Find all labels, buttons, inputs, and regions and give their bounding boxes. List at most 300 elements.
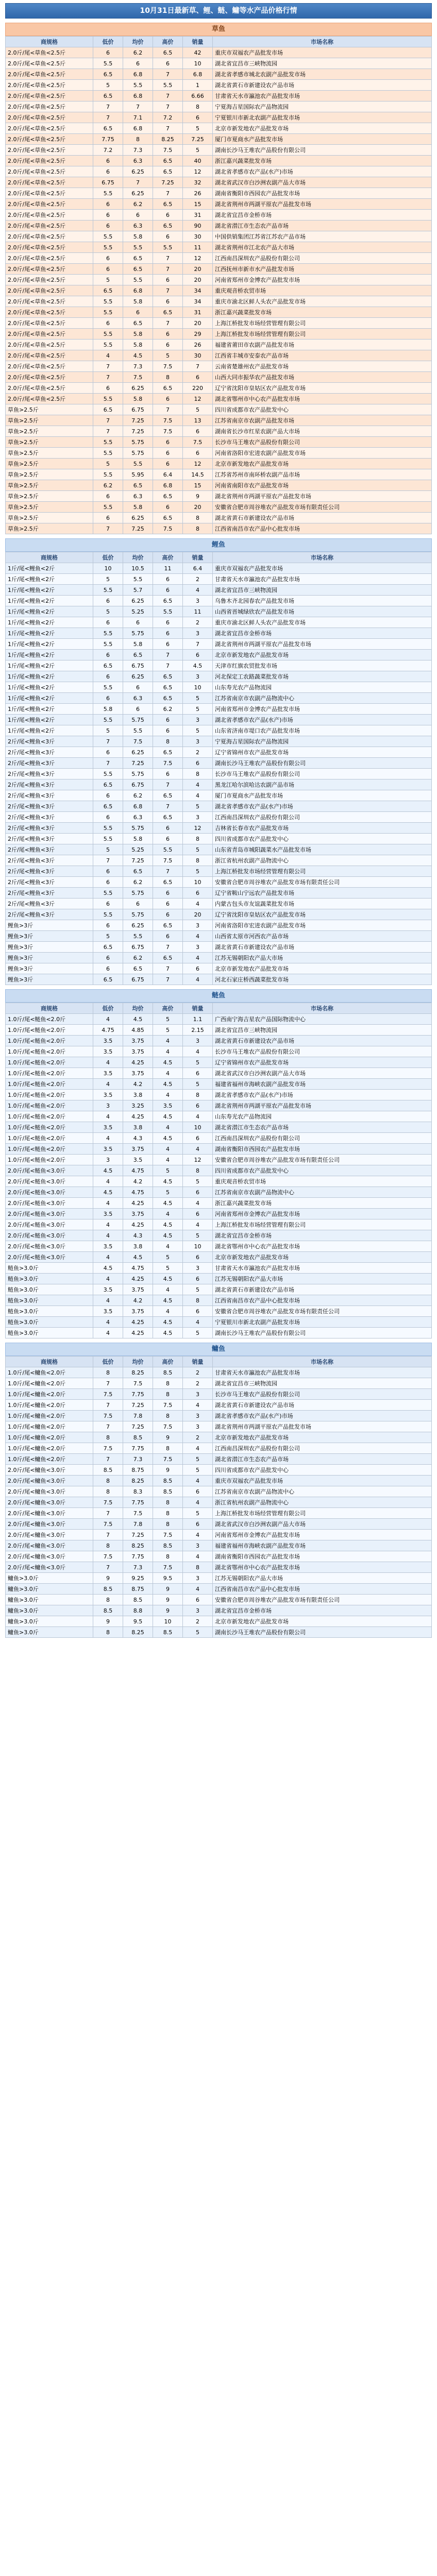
cell-spec: 草鱼>2.5斤: [6, 523, 93, 534]
cell-vol: 30: [183, 350, 213, 361]
cell-vol: 5: [183, 145, 213, 156]
cell-market: 内蒙古包头市友谊蔬菜批发市场: [213, 899, 432, 909]
cell-spec: 2斤/尾<鲤鱼<3斤: [6, 801, 93, 812]
cell-low: 7: [93, 112, 123, 123]
table-row: [6, 1328, 432, 1338]
cell-vol: 5: [183, 1079, 213, 1090]
cell-spec: 1.0斤/尾<鳙鱼<2.0斤: [6, 1389, 93, 1400]
cell-spec: 2.0斤/尾<鳙鱼<3.0斤: [6, 1519, 93, 1530]
cell-market: 浙江嘉兴蔬菜批发市场: [213, 307, 432, 318]
table-row: [6, 210, 432, 221]
cell-market: 湖北省黄石市新建设农产品市场: [213, 1036, 432, 1046]
cell-market: 安徽省合肥市周谷堆农产品批发市场有限责任公司: [213, 1155, 432, 1165]
cell-market: 江苏无锡朝阳农产品大市场: [213, 953, 432, 963]
column-header-spec: 商规格: [6, 552, 93, 563]
cell-low: 5.5: [93, 58, 123, 69]
cell-spec: 2.0斤/尾<鳙鱼<3.0斤: [6, 1508, 93, 1519]
cell-spec: 2.0斤/尾<鳙鱼<3.0斤: [6, 1530, 93, 1540]
table-row: [6, 942, 432, 953]
cell-vol: 2: [183, 1367, 213, 1378]
table-row: [6, 974, 432, 985]
cell-low: 5.5: [93, 188, 123, 199]
cell-vol: 40: [183, 156, 213, 166]
cell-high: 7.5: [153, 1454, 183, 1465]
section-1: [5, 538, 432, 985]
cell-vol: 4: [183, 1443, 213, 1454]
cell-low: 4: [93, 1219, 123, 1230]
cell-low: 6.5: [93, 404, 123, 415]
table-row: [6, 1616, 432, 1627]
cell-avg: 6.5: [123, 963, 153, 974]
cell-spec: 草鱼>2.5斤: [6, 502, 93, 513]
cell-spec: 1斤/尾<鲤鱼<2斤: [6, 660, 93, 671]
cell-market: 湖北省宜昌市金桥市场: [213, 210, 432, 221]
cell-vol: 5: [183, 1328, 213, 1338]
cell-vol: 15: [183, 480, 213, 491]
cell-market: 江苏省南京市农副产品批发市场: [213, 415, 432, 426]
cell-market: 吉林省长春市农产品批发市场: [213, 823, 432, 834]
cell-spec: 1斤/尾<鲤鱼<2斤: [6, 628, 93, 639]
table-row: [6, 80, 432, 91]
cell-spec: 2.0斤/尾<草鱼<2.5斤: [6, 221, 93, 231]
table-row: [6, 415, 432, 426]
cell-vol: 3: [183, 920, 213, 931]
column-header-high: 高价: [153, 1357, 183, 1367]
cell-low: 6: [93, 156, 123, 166]
cell-spec: 2.0斤/尾<鲢鱼<3.0斤: [6, 1252, 93, 1263]
cell-spec: 2.0斤/尾<鳙鱼<3.0斤: [6, 1476, 93, 1486]
cell-market: 湖北省黄石市新建设农产品市场: [213, 513, 432, 523]
cell-avg: 6.25: [123, 513, 153, 523]
cell-avg: 7.25: [123, 758, 153, 769]
cell-market: 重庆市渝北区鲜人头农产品批发市场: [213, 617, 432, 628]
cell-spec: 1斤/尾<鲤鱼<2斤: [6, 639, 93, 650]
cell-spec: 2.0斤/尾<草鱼<2.5斤: [6, 253, 93, 264]
cell-vol: 5: [183, 1465, 213, 1476]
cell-spec: 鲤鱼>3斤: [6, 963, 93, 974]
cell-avg: 6.2: [123, 877, 153, 888]
cell-high: 4: [153, 1046, 183, 1057]
cell-avg: 8.75: [123, 1465, 153, 1476]
cell-avg: 5.8: [123, 340, 153, 350]
cell-market: 江西省南昌市农产品中心批发市场: [213, 1295, 432, 1306]
cell-vol: 3: [183, 671, 213, 682]
cell-avg: 5.75: [123, 715, 153, 725]
table-row: [6, 1400, 432, 1411]
cell-high: 7: [153, 101, 183, 112]
cell-vol: 8: [183, 513, 213, 523]
cell-avg: 9.5: [123, 1616, 153, 1627]
table-row: [6, 715, 432, 725]
cell-low: 6: [93, 318, 123, 329]
cell-vol: 12: [183, 1155, 213, 1165]
cell-market: 湖北省宜昌市三峡物流园: [213, 1025, 432, 1036]
table-row: [6, 844, 432, 855]
cell-spec: 鳙鱼>3.0斤: [6, 1595, 93, 1605]
cell-high: 4.5: [153, 1133, 183, 1144]
cell-market: 湖北省鄂州市中心农产品批发市场: [213, 1562, 432, 1573]
cell-avg: 6.5: [123, 866, 153, 877]
cell-avg: 5.95: [123, 469, 153, 480]
cell-avg: 6.2: [123, 47, 153, 58]
cell-vol: 5: [183, 704, 213, 715]
cell-market: 厦门市夏商水产品批发市场: [213, 134, 432, 145]
cell-avg: 5.5: [123, 931, 153, 942]
cell-high: 6: [153, 617, 183, 628]
table-row: [6, 1057, 432, 1068]
table-row: [6, 1176, 432, 1187]
cell-high: 8: [153, 1508, 183, 1519]
cell-spec: 2.0斤/尾<鲢鱼<3.0斤: [6, 1176, 93, 1187]
table-row: [6, 585, 432, 596]
cell-low: 5.5: [93, 909, 123, 920]
cell-low: 7.5: [93, 1519, 123, 1530]
cell-spec: 1.0斤/尾<鳙鱼<2.0斤: [6, 1443, 93, 1454]
table-row: [6, 242, 432, 253]
cell-high: 6: [153, 329, 183, 340]
cell-low: 6.5: [93, 801, 123, 812]
cell-avg: 8.3: [123, 1486, 153, 1497]
cell-low: 7: [93, 523, 123, 534]
cell-avg: 6.75: [123, 974, 153, 985]
cell-market: 湖北省黄石市新建设农产品市场: [213, 80, 432, 91]
table-row: [6, 372, 432, 383]
cell-avg: 8.25: [123, 1627, 153, 1638]
cell-avg: 7.75: [123, 1497, 153, 1508]
cell-spec: 2.0斤/尾<草鱼<2.5斤: [6, 361, 93, 372]
cell-low: 6.5: [93, 660, 123, 671]
cell-low: 3.5: [93, 1284, 123, 1295]
table-row: [6, 855, 432, 866]
cell-low: 3: [93, 1100, 123, 1111]
cell-vol: 90: [183, 221, 213, 231]
cell-low: 8.5: [93, 1605, 123, 1616]
cell-vol: 6: [183, 888, 213, 899]
cell-high: 4: [153, 1284, 183, 1295]
cell-vol: 3: [183, 1605, 213, 1616]
cell-market: 湖北省宜昌市三峡物流园: [213, 585, 432, 596]
cell-high: 6: [153, 639, 183, 650]
cell-vol: 6: [183, 1068, 213, 1079]
cell-avg: 7.25: [123, 426, 153, 437]
cell-market: 四川省成都市农产品批发中心: [213, 1465, 432, 1476]
cell-spec: 鳙鱼>3.0斤: [6, 1605, 93, 1616]
cell-vol: 8: [183, 855, 213, 866]
section-title: 草鱼: [5, 23, 432, 36]
cell-high: 6: [153, 834, 183, 844]
section-title: 鳙鱼: [5, 1343, 432, 1356]
cell-spec: 2.0斤/尾<鳙鱼<3.0斤: [6, 1551, 93, 1562]
cell-high: 4.5: [153, 1230, 183, 1241]
cell-low: 5.5: [93, 888, 123, 899]
cell-avg: 6: [123, 704, 153, 715]
cell-spec: 2斤/尾<鲤鱼<3斤: [6, 779, 93, 790]
cell-avg: 4.2: [123, 1176, 153, 1187]
column-header-avg: 均价: [123, 1003, 153, 1014]
cell-market: 江西南昌深圳农产品股份有限公司: [213, 1443, 432, 1454]
cell-low: 5.5: [93, 585, 123, 596]
cell-avg: 8.25: [123, 1367, 153, 1378]
cell-avg: 6.3: [123, 812, 153, 823]
cell-avg: 6.25: [123, 920, 153, 931]
cell-avg: 6.8: [123, 285, 153, 296]
cell-high: 4: [153, 1090, 183, 1100]
cell-spec: 草鱼>2.5斤: [6, 459, 93, 469]
cell-high: 9: [153, 1605, 183, 1616]
cell-high: 6.5: [153, 513, 183, 523]
cell-high: 9: [153, 1465, 183, 1476]
cell-avg: 7.3: [123, 1454, 153, 1465]
cell-spec: 2斤/尾<鲤鱼<3斤: [6, 855, 93, 866]
cell-spec: 草鱼>2.5斤: [6, 480, 93, 491]
cell-low: 3.5: [93, 1090, 123, 1100]
cell-avg: 3.75: [123, 1284, 153, 1295]
cell-low: 6: [93, 866, 123, 877]
cell-high: 5: [153, 1187, 183, 1198]
cell-avg: 7.25: [123, 1530, 153, 1540]
cell-high: 7: [153, 91, 183, 101]
cell-spec: 1斤/尾<鲤鱼<2斤: [6, 671, 93, 682]
cell-avg: 3.8: [123, 1090, 153, 1100]
section-2: [5, 989, 432, 1338]
cell-spec: 1斤/尾<鲤鱼<2斤: [6, 606, 93, 617]
cell-vol: 34: [183, 285, 213, 296]
cell-low: 6: [93, 47, 123, 58]
cell-low: 5: [93, 275, 123, 285]
table-row: [6, 350, 432, 361]
cell-spec: 1.0斤/尾<鲢鱼<2.0斤: [6, 1090, 93, 1100]
cell-high: 7: [153, 866, 183, 877]
cell-high: 9.5: [153, 1573, 183, 1584]
cell-low: 7.5: [93, 1411, 123, 1421]
cell-avg: 4.5: [123, 350, 153, 361]
cell-high: 9: [153, 1595, 183, 1605]
cell-market: 宁夏银川市新北农副产品批发市场: [213, 1317, 432, 1328]
cell-market: 福建省福州市海峡农副产品批发市场: [213, 1079, 432, 1090]
cell-high: 4: [153, 1209, 183, 1219]
cell-low: 8: [93, 1432, 123, 1443]
cell-avg: 6: [123, 210, 153, 221]
cell-vol: 4: [183, 585, 213, 596]
cell-high: 6: [153, 931, 183, 942]
column-header-low: 低价: [93, 552, 123, 563]
cell-avg: 6.8: [123, 123, 153, 134]
cell-low: 6: [93, 264, 123, 275]
cell-vol: 5: [183, 1627, 213, 1638]
cell-low: 5.5: [93, 307, 123, 318]
cell-avg: 4.25: [123, 1317, 153, 1328]
cell-vol: 5: [183, 1508, 213, 1519]
cell-vol: 2: [183, 574, 213, 585]
cell-avg: 3.8: [123, 1241, 153, 1252]
cell-spec: 1.0斤/尾<鳙鱼<2.0斤: [6, 1432, 93, 1443]
cell-low: 6: [93, 596, 123, 606]
cell-avg: 5.75: [123, 769, 153, 779]
cell-high: 7: [153, 285, 183, 296]
cell-spec: 2.0斤/尾<草鱼<2.5斤: [6, 329, 93, 340]
cell-high: 8: [153, 372, 183, 383]
cell-high: 7: [153, 404, 183, 415]
cell-market: 北京市新发地农产品批发市场: [213, 650, 432, 660]
cell-vol: 4: [183, 1046, 213, 1057]
cell-market: 江西南昌深圳农产品股份有限公司: [213, 1133, 432, 1144]
table-row: [6, 747, 432, 758]
cell-spec: 2.0斤/尾<草鱼<2.5斤: [6, 383, 93, 394]
cell-avg: 6.3: [123, 491, 153, 502]
cell-low: 8: [93, 1540, 123, 1551]
table-row: [6, 101, 432, 112]
cell-high: 6: [153, 823, 183, 834]
cell-market: 山西省太原市河西农产品市场: [213, 931, 432, 942]
cell-market: 湖北省潜江市生态农产品市场: [213, 1454, 432, 1465]
cell-avg: 4.75: [123, 1165, 153, 1176]
cell-avg: 6.8: [123, 69, 153, 80]
cell-market: 江苏省南京市农副产品物流中心: [213, 693, 432, 704]
cell-vol: 6: [183, 1306, 213, 1317]
cell-spec: 鲤鱼>3斤: [6, 942, 93, 953]
price-table: [5, 1003, 432, 1338]
table-row: [6, 1100, 432, 1111]
table-header-row: [6, 1003, 432, 1014]
cell-low: 5: [93, 459, 123, 469]
table-row: [6, 199, 432, 210]
cell-vol: 8: [183, 101, 213, 112]
cell-spec: 2.0斤/尾<草鱼<2.5斤: [6, 350, 93, 361]
cell-avg: 5.25: [123, 844, 153, 855]
table-header-row: [6, 552, 432, 563]
cell-spec: 2.0斤/尾<鳙鱼<3.0斤: [6, 1540, 93, 1551]
cell-high: 6: [153, 394, 183, 404]
cell-spec: 2.0斤/尾<草鱼<2.5斤: [6, 58, 93, 69]
cell-low: 4: [93, 350, 123, 361]
table-row: [6, 1411, 432, 1421]
cell-high: 7: [153, 801, 183, 812]
cell-market: 山西省晋城绿欣农产品批发市场: [213, 606, 432, 617]
cell-low: 6: [93, 747, 123, 758]
cell-market: 宁夏海吉星国际农产品物流园: [213, 101, 432, 112]
cell-vol: 20: [183, 909, 213, 920]
cell-avg: 10.5: [123, 563, 153, 574]
cell-avg: 7.5: [123, 736, 153, 747]
table-row: [6, 1389, 432, 1400]
table-row: [6, 953, 432, 963]
cell-low: 7: [93, 1400, 123, 1411]
cell-high: 8.25: [153, 134, 183, 145]
table-row: [6, 1508, 432, 1519]
table-row: [6, 448, 432, 459]
cell-market: 北京市新发地农产品批发市场: [213, 123, 432, 134]
table-row: [6, 123, 432, 134]
table-row: [6, 909, 432, 920]
cell-vol: 4: [183, 974, 213, 985]
cell-avg: 4.25: [123, 1198, 153, 1209]
cell-low: 8.5: [93, 1465, 123, 1476]
cell-market: 湖北省孝感市农产品(水产)市场: [213, 1411, 432, 1421]
cell-spec: 2.0斤/尾<草鱼<2.5斤: [6, 145, 93, 156]
cell-avg: 5.5: [123, 459, 153, 469]
cell-market: 安徽省合肥市周谷堆农产品批发市场有限责任公司: [213, 1306, 432, 1317]
cell-low: 7: [93, 415, 123, 426]
cell-spec: 2.0斤/尾<草鱼<2.5斤: [6, 69, 93, 80]
cell-spec: 2.0斤/尾<草鱼<2.5斤: [6, 264, 93, 275]
cell-high: 5: [153, 1014, 183, 1025]
cell-spec: 2.0斤/尾<鲢鱼<3.0斤: [6, 1219, 93, 1230]
cell-low: 5.5: [93, 639, 123, 650]
cell-market: 重庆观音桥农贸市场: [213, 285, 432, 296]
cell-avg: 5.8: [123, 639, 153, 650]
cell-market: 湖北省武汉市白沙洲农副产品大市场: [213, 177, 432, 188]
cell-high: 5.5: [153, 80, 183, 91]
cell-high: 5: [153, 350, 183, 361]
cell-avg: 5.75: [123, 888, 153, 899]
cell-spec: 2.0斤/尾<鳙鱼<3.0斤: [6, 1465, 93, 1476]
cell-low: 4: [93, 1274, 123, 1284]
cell-spec: 2.0斤/尾<草鱼<2.5斤: [6, 210, 93, 221]
cell-spec: 2.0斤/尾<草鱼<2.5斤: [6, 318, 93, 329]
cell-low: 5.5: [93, 682, 123, 693]
table-row: [6, 1421, 432, 1432]
cell-avg: 7.25: [123, 415, 153, 426]
cell-market: 湖北省黄石市新建设农产品市场: [213, 1400, 432, 1411]
cell-high: 6: [153, 437, 183, 448]
cell-low: 6: [93, 963, 123, 974]
cell-spec: 1.0斤/尾<鲢鱼<2.0斤: [6, 1057, 93, 1068]
cell-low: 7: [93, 1378, 123, 1389]
table-row: [6, 877, 432, 888]
table-row: [6, 1122, 432, 1133]
cell-low: 5: [93, 844, 123, 855]
cell-high: 4.5: [153, 1219, 183, 1230]
cell-spec: 2.0斤/尾<草鱼<2.5斤: [6, 340, 93, 350]
table-row: [6, 404, 432, 415]
cell-high: 6.5: [153, 693, 183, 704]
cell-avg: 7: [123, 177, 153, 188]
cell-spec: 鳙鱼>3.0斤: [6, 1573, 93, 1584]
cell-high: 4.5: [153, 1328, 183, 1338]
cell-vol: 6: [183, 650, 213, 660]
cell-market: 江西省丰城市安泰农产品市场: [213, 350, 432, 361]
cell-avg: 3.25: [123, 1100, 153, 1111]
cell-spec: 鳙鱼>3.0斤: [6, 1584, 93, 1595]
cell-spec: 1斤/尾<鲤鱼<2斤: [6, 650, 93, 660]
cell-vol: 29: [183, 329, 213, 340]
cell-avg: 7.3: [123, 361, 153, 372]
table-row: [6, 563, 432, 574]
cell-market: 湖北省潜江市生态农产品市场: [213, 1122, 432, 1133]
cell-spec: 鲤鱼>3斤: [6, 920, 93, 931]
cell-high: 6: [153, 769, 183, 779]
cell-low: 8: [93, 1367, 123, 1378]
cell-high: 6.5: [153, 790, 183, 801]
cell-spec: 2.0斤/尾<草鱼<2.5斤: [6, 199, 93, 210]
column-header-spec: 商规格: [6, 37, 93, 47]
cell-avg: 6.3: [123, 156, 153, 166]
cell-market: 湖南长沙马王堆农产品股份有限公司: [213, 1627, 432, 1638]
cell-low: 6: [93, 617, 123, 628]
cell-low: 6.5: [93, 285, 123, 296]
cell-spec: 1斤/尾<鲤鱼<2斤: [6, 585, 93, 596]
cell-avg: 4.2: [123, 1079, 153, 1090]
section-0: [5, 23, 432, 534]
cell-low: 5.5: [93, 448, 123, 459]
column-header-vol: 销量: [183, 1003, 213, 1014]
cell-avg: 7.8: [123, 1519, 153, 1530]
cell-vol: 10: [183, 1122, 213, 1133]
cell-vol: 26: [183, 340, 213, 350]
cell-avg: 6.25: [123, 671, 153, 682]
cell-vol: 7: [183, 639, 213, 650]
cell-vol: 6: [183, 448, 213, 459]
